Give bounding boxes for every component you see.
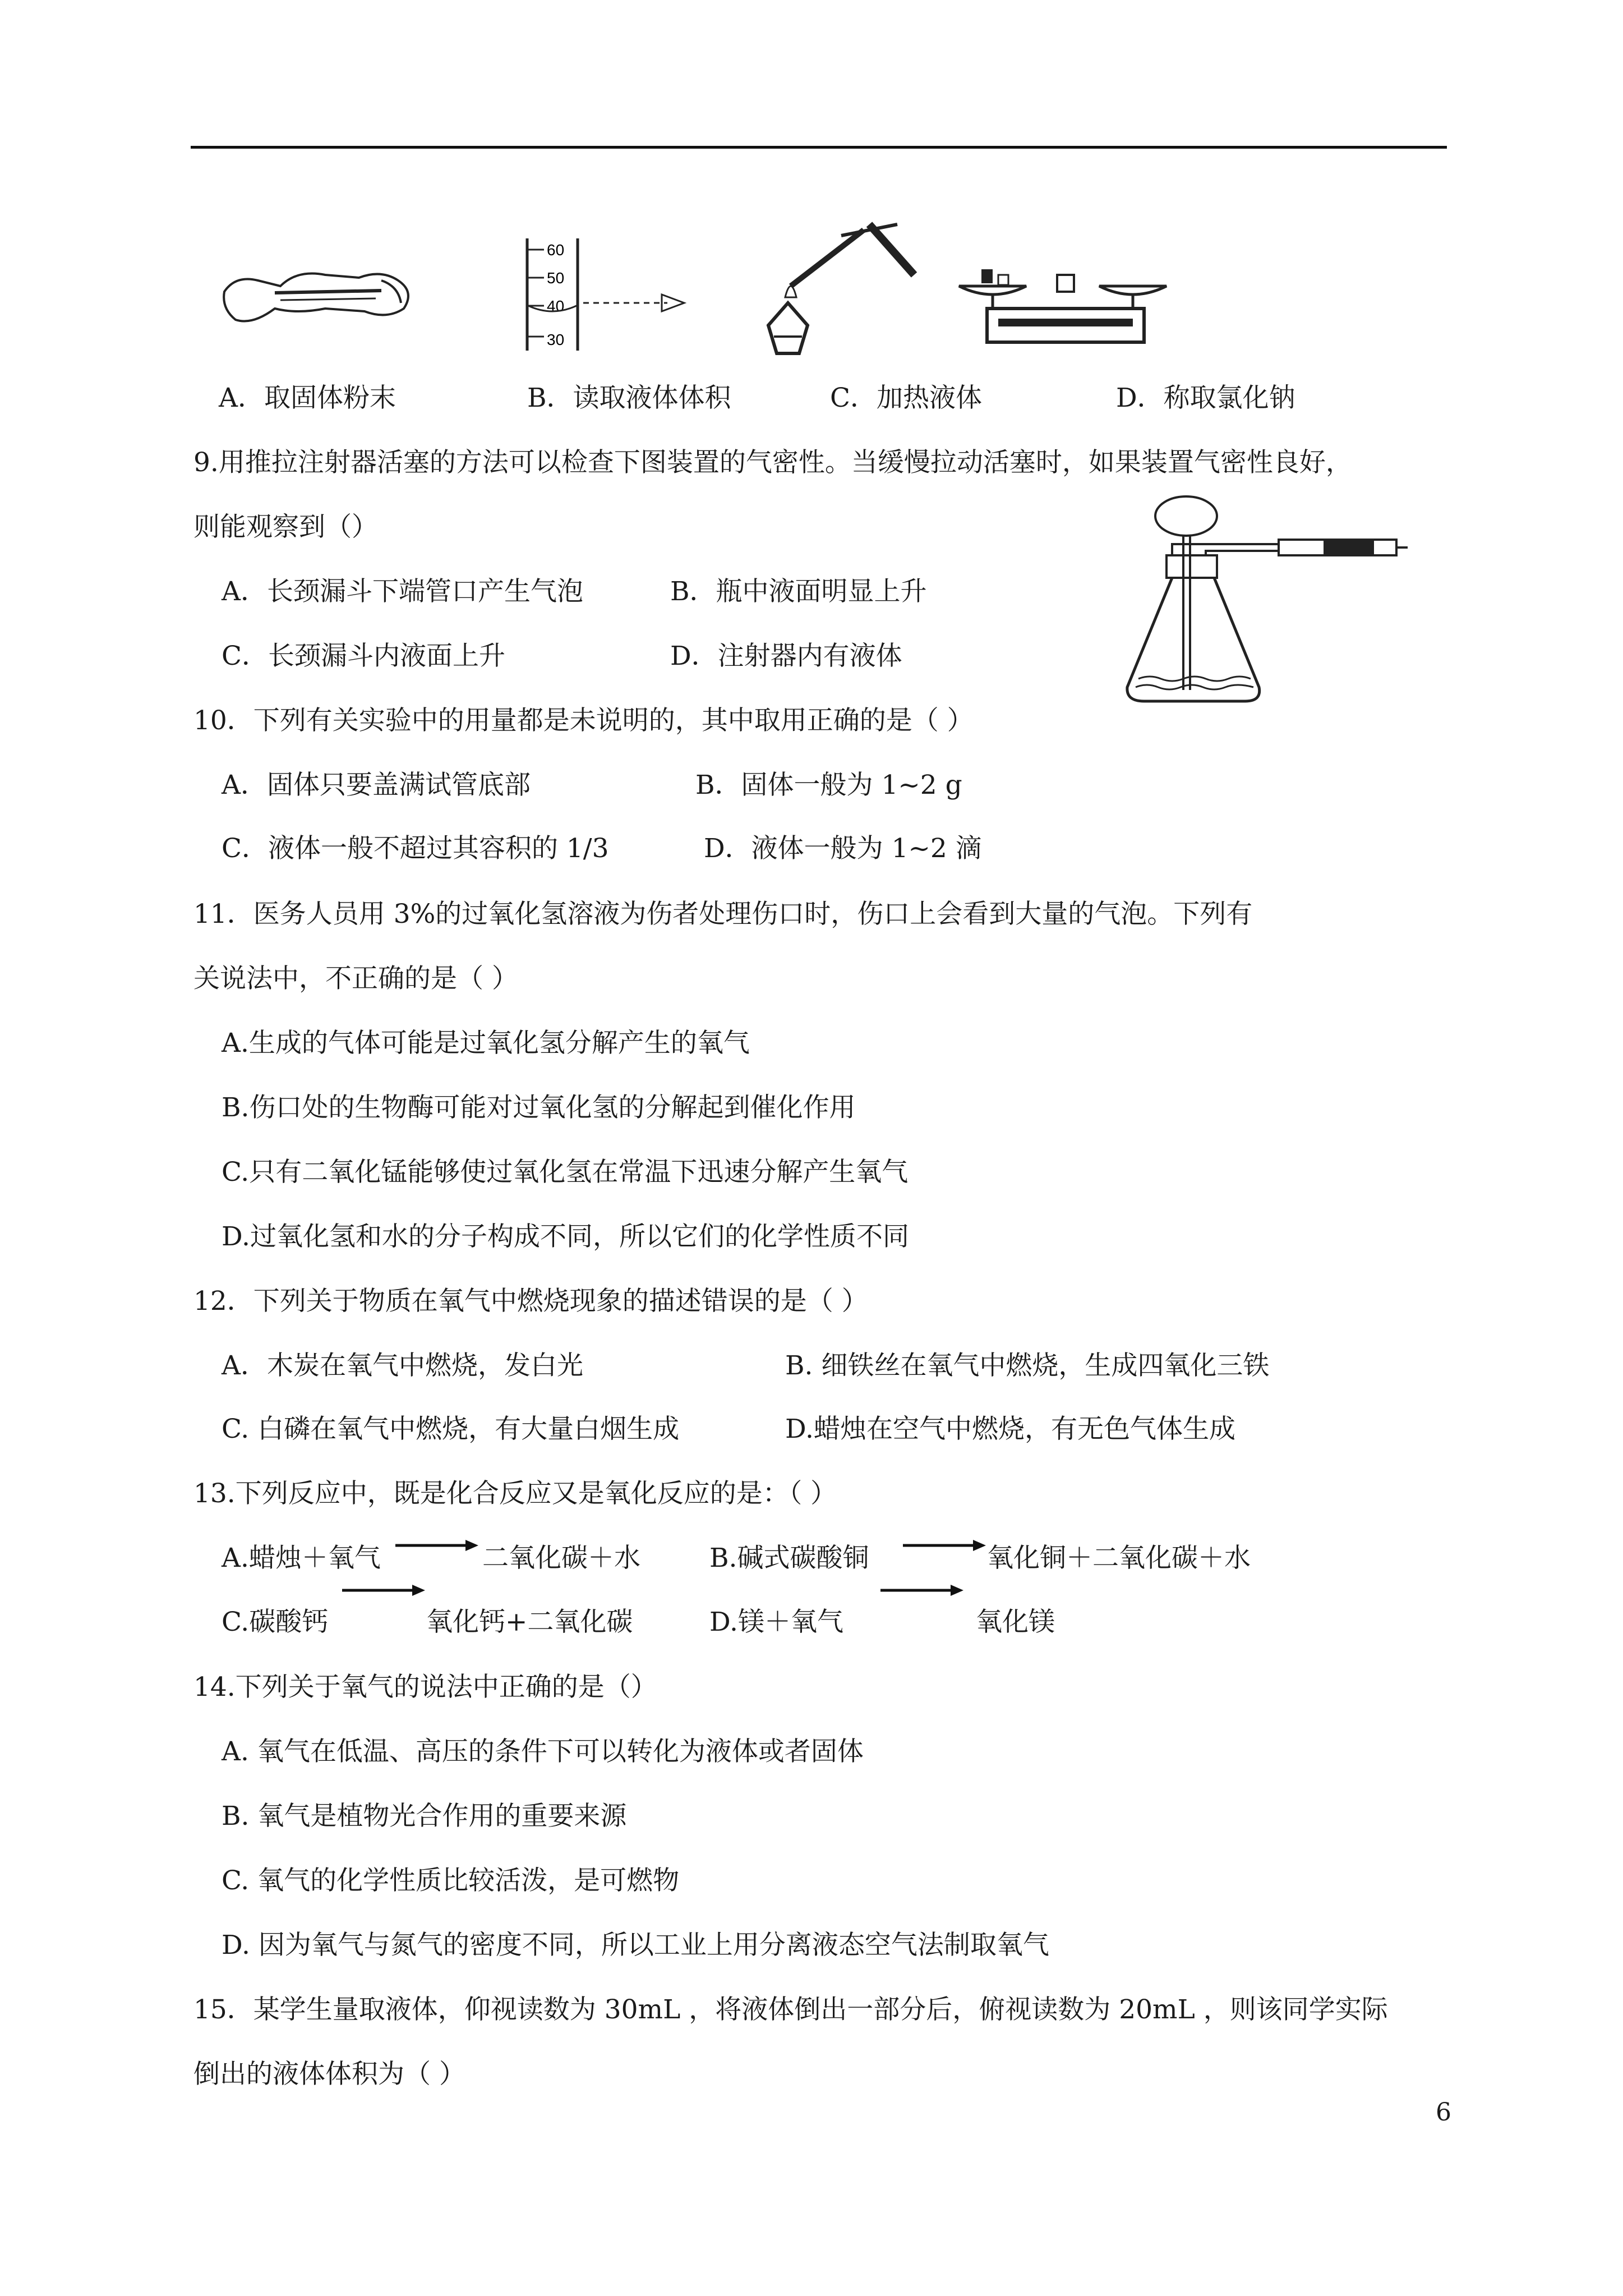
reaction-arrow-icon	[880, 1582, 965, 1599]
q11-stem-line2: 关说法中，不正确的是（ ）	[193, 963, 518, 994]
q8-option-c: C．加热液体	[830, 383, 982, 413]
q11-option-c: C.只有二氧化锰能够使过氧化氢在常温下迅速分解产生氧气	[222, 1157, 909, 1188]
q12-option-a: A．木炭在氧气中燃烧，发白光	[222, 1350, 583, 1381]
heating-liquid-figure	[729, 213, 931, 365]
q13-option-b-products: 氧化铜＋二氧化碳＋水	[987, 1543, 1251, 1573]
header-rule	[191, 146, 1447, 149]
q10-option-a: A．固体只要盖满试管底部	[222, 770, 531, 800]
tick-label: 40	[547, 297, 565, 315]
graduated-cylinder-figure	[505, 233, 695, 356]
tick-label: 30	[547, 331, 565, 348]
q10-option-c: C．液体一般不超过其容积的 1/3	[222, 833, 609, 864]
q9-option-a: A．长颈漏斗下端管口产生气泡	[222, 576, 583, 607]
tick-label: 60	[547, 241, 565, 259]
reaction-arrow-icon	[903, 1537, 987, 1554]
q10-option-b: B．固体一般为 1~2 g	[695, 770, 962, 800]
q15-stem-line1: 15．某学生量取液体，仰视读数为 30mL ，将液体倒出一部分后，俯视读数为 20mL ，则该同学实际	[193, 1994, 1388, 2025]
q9-option-c: C．长颈漏斗内液面上升	[222, 641, 505, 671]
tick-label: 50	[547, 269, 565, 287]
q14-option-a: A. 氧气在低温、高压的条件下可以转化为液体或者固体	[222, 1736, 864, 1767]
q11-stem-line1: 11．医务人员用 3%的过氧化氢溶液为伤者处理伤口时，伤口上会看到大量的气泡。下列有	[193, 899, 1253, 930]
q14-stem: 14.下列关于氧气的说法中正确的是（）	[193, 1672, 657, 1703]
q12-option-d: D.蜡烛在空气中燃烧，有无色气体生成	[785, 1414, 1235, 1444]
balance-scale-figure	[953, 247, 1178, 359]
q11-option-d: D.过氧化氢和水的分子构成不同，所以它们的化学性质不同	[222, 1221, 909, 1252]
q13-stem: 13.下列反应中，既是化合反应又是氧化反应的是：（ ）	[193, 1478, 837, 1509]
q12-option-c: C. 白磷在氧气中燃烧，有大量白烟生成	[222, 1414, 680, 1444]
airtightness-apparatus-figure	[1122, 494, 1413, 718]
q8-option-b: B．读取液体体积	[527, 383, 731, 413]
q9-stem-line2: 则能观察到（）	[193, 512, 378, 542]
q13-option-d-products: 氧化镁	[976, 1607, 1055, 1637]
q13-option-d-reactants: D.镁＋氧气	[709, 1607, 843, 1637]
q8-option-a: A．取固体粉末	[219, 383, 396, 413]
q11-option-a: A.生成的气体可能是过氧化氢分解产生的氧气	[222, 1028, 750, 1059]
q14-option-d: D. 因为氧气与氮气的密度不同，所以工业上用分离液态空气法制取氧气	[222, 1930, 1049, 1961]
q13-option-a-reactants: A.蜡烛＋氧气	[222, 1543, 381, 1573]
q9-option-b: B．瓶中液面明显上升	[670, 576, 927, 607]
q12-option-b: B. 细铁丝在氧气中燃烧，生成四氧化三铁	[785, 1350, 1270, 1381]
q12-stem: 12．下列关于物质在氧气中燃烧现象的描述错误的是（ ）	[193, 1286, 868, 1317]
reaction-arrow-icon	[395, 1537, 479, 1554]
q14-option-b: B. 氧气是植物光合作用的重要来源	[222, 1801, 627, 1832]
q8-option-d: D．称取氯化钠	[1116, 383, 1295, 413]
q13-option-c-products: 氧化钙+二氧化碳	[426, 1607, 633, 1637]
q15-stem-line2: 倒出的液体体积为（ ）	[193, 2059, 465, 2090]
q10-option-d: D．液体一般为 1~2 滴	[704, 833, 982, 864]
q14-option-c: C. 氧气的化学性质比较活泼，是可燃物	[222, 1865, 680, 1896]
q11-option-b: B.伤口处的生物酶可能对过氧化氢的分解起到催化作用	[222, 1092, 856, 1123]
page-number: 6	[1436, 2098, 1451, 2127]
q9-stem-line1: 9.用推拉注射器活塞的方法可以检查下图装置的气密性。当缓慢拉动活塞时，如果装置气密性良好，	[193, 447, 1352, 478]
q10-stem: 10．下列有关实验中的用量都是未说明的，其中取用正确的是（ ）	[193, 705, 974, 736]
q9-option-d: D．注射器内有液体	[670, 641, 902, 671]
q13-option-a-products: 二氧化碳＋水	[482, 1543, 640, 1573]
q13-option-c-reactants: C.碳酸钙	[222, 1607, 329, 1637]
q13-option-b-reactants: B.碱式碳酸铜	[709, 1543, 869, 1573]
reaction-arrow-icon	[342, 1582, 426, 1599]
powder-handling-figure	[213, 247, 437, 359]
